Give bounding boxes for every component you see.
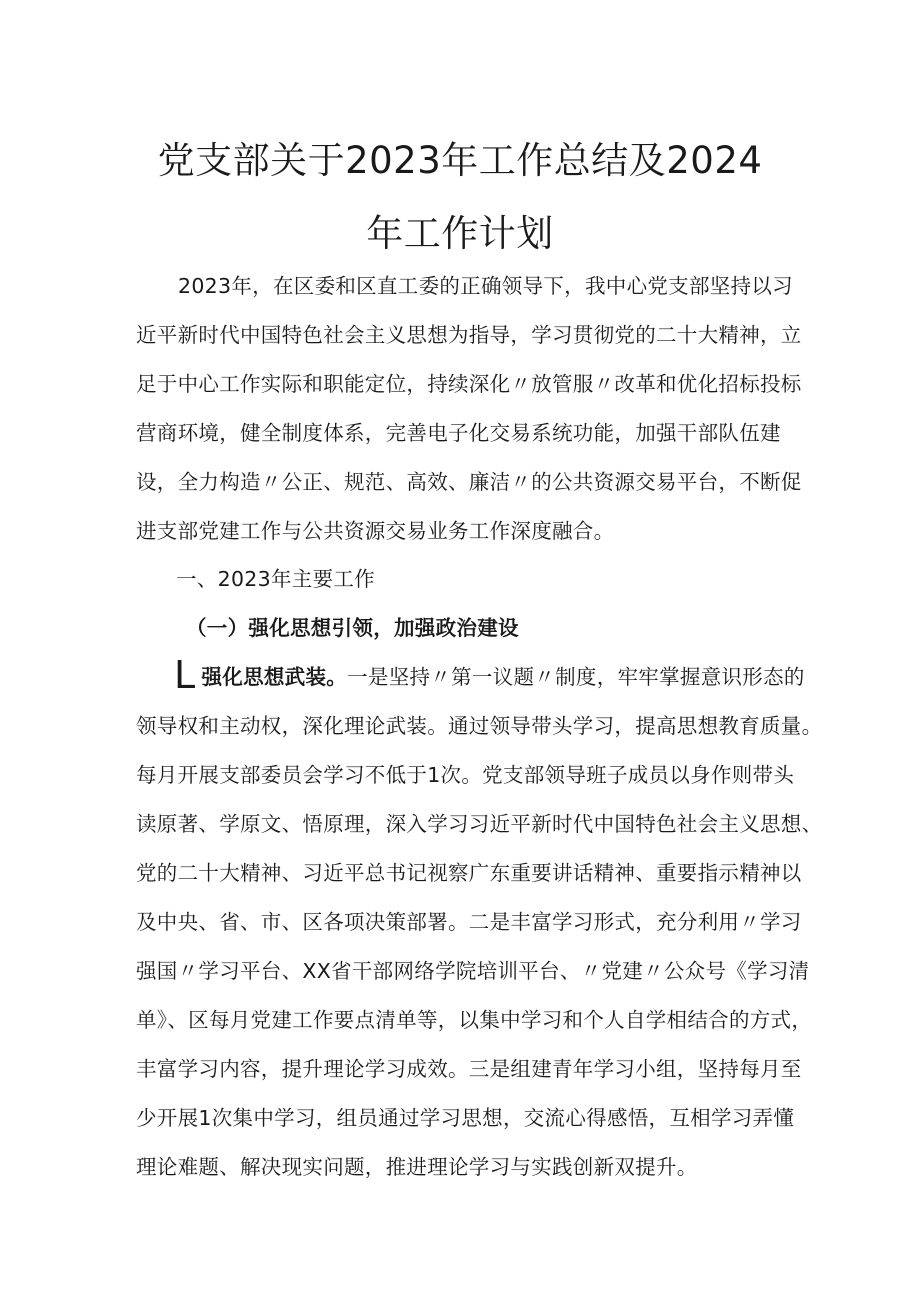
- first-line-rest: 一是坚持〃第一议题〃制度，牢牢掌握意识形态的: [347, 665, 805, 689]
- paragraph-line: 单》、区每月党建工作要点清单等，以集中学习和个人自学相结合的方式，: [136, 1008, 813, 1032]
- intro-line: 2023年，在区委和区直工委的正确领导下，我中心党支部坚持以习: [178, 274, 793, 298]
- paragraph-line: 党的二十大精神、习近平总书记视察广东重要讲话精神、重要指示精神以: [136, 861, 802, 885]
- paragraph-line: 丰富学习内容，提升理论学习成效。三是组建青年学习小组，坚持每月至: [136, 1057, 802, 1081]
- paragraph-line: 每月开展支部委员会学习不低于1次。党支部领导班子成员以身作则带头: [136, 763, 795, 787]
- document-title-line-1: 党支部关于2023年工作总结及2024: [157, 139, 763, 182]
- section-heading: 一、2023年主要工作: [176, 567, 375, 591]
- bold-lead: 强化思想武装。: [201, 665, 348, 689]
- paragraph-first-line: [136, 653, 805, 702]
- intro-line: 进支部党建工作与公共资源交易业务工作深度融合。: [136, 519, 615, 543]
- paragraph-1: [136, 653, 823, 1192]
- intro-line: 设，全力构造〃公正、规范、高效、廉洁〃的公共资源交易平台，不断促: [136, 470, 802, 494]
- paragraph-line: 及中央、省、市、区各项决策部署。二是丰富学习形式，充分利用〃学习: [136, 910, 802, 934]
- intro-line: 营商环境，健全制度体系，完善电子化交易系统功能，加强干部队伍建: [136, 421, 781, 445]
- paragraph-line: 强国〃学习平台、XX省干部网络学院培训平台、〃党建〃公众号《学习清: [136, 959, 810, 983]
- subsection-heading: （一）强化思想引领，加强政治建设: [186, 616, 519, 640]
- intro-paragraph: [136, 262, 800, 556]
- paragraph-line: 领导权和主动权，深化理论武装。通过领导带头学习，提高思想教育质量。: [136, 714, 823, 738]
- intro-line: 近平新时代中国特色社会主义思想为指导，学习贯彻党的二十大精神，立: [136, 323, 802, 347]
- paragraph-line: 理论难题、解决现实问题，推进理论学习与实践创新双提升。: [136, 1155, 698, 1179]
- paragraph-line: 读原著、学原文、悟原理，深入学习习近平新时代中国特色社会主义思想、: [136, 812, 823, 836]
- intro-line: 足于中心工作实际和职能定位，持续深化〃放管服〃改革和优化招标投标: [136, 372, 802, 396]
- drop-cap: L: [174, 653, 196, 697]
- paragraph-line: 少开展1次集中学习，组员通过学习思想，交流心得感悟，互相学习弄懂: [136, 1106, 795, 1130]
- document-title-line-2: 年工作计划: [366, 212, 554, 255]
